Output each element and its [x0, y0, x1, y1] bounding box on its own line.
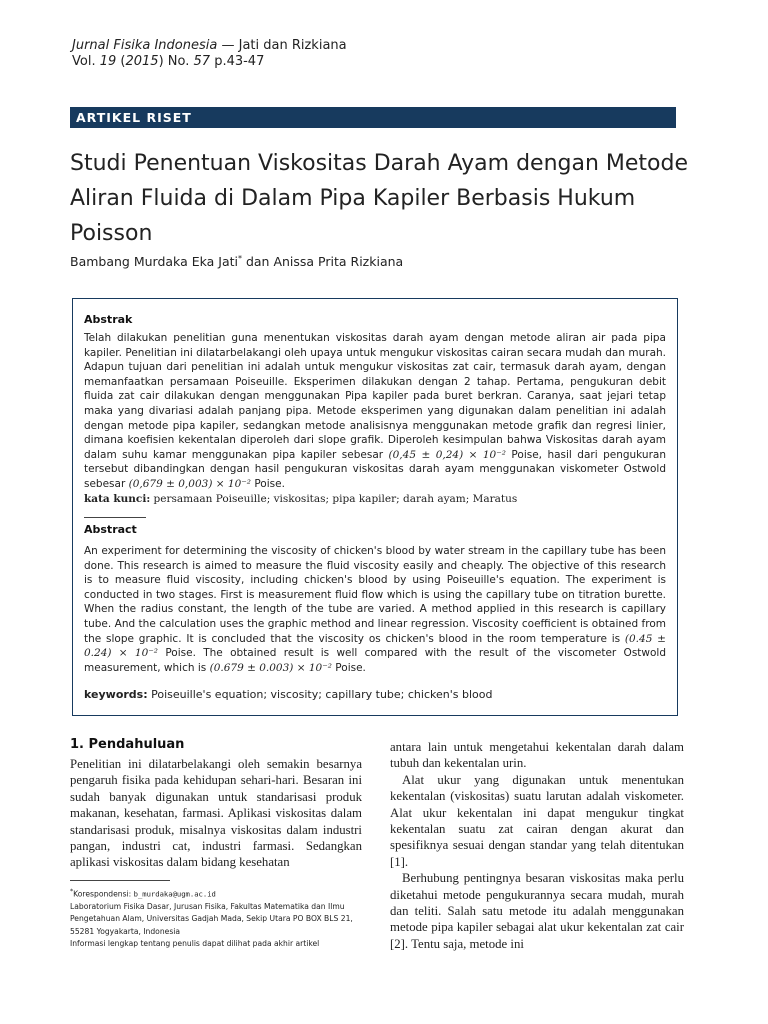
correspondence-mark: *	[70, 888, 74, 895]
kata-kunci-line	[84, 492, 666, 505]
keywords-line	[84, 688, 666, 701]
abstrak-body-end: Poise.	[251, 477, 285, 490]
other-authors: dan Anissa Prita Rizkiana	[241, 254, 404, 270]
right-paragraph-1: antara lain untuk mengetahui kekentalan darah dalam tubuh dan kekentalan urin.	[390, 740, 684, 771]
abstrak-text	[84, 331, 666, 492]
article-title: Studi Penentuan Viskositas Darah Ayam dengan Metode Aliran Fluida di Dalam Pipa Kapiler Berbasis Hukum Poisson	[70, 151, 689, 246]
abstract-heading: Abstract	[84, 523, 137, 536]
abstrak-body: Telah dilakukan penelitian guna menentukan viskositas darah ayam dengan metode aliran air pada pipa kapiler. Penelitian ini dilatarbelakangi oleh upaya untuk mengukur viskositas cairan secara mudah dan murah. Adapun tujuan dari penelitian ini adalah untuk mengukur viskositas zat cair, termasuk darah ayam, dengan memanfaatkan persamaan Poiseuille. Eksperimen dilakukan dengan 2 tahap. Pertama, pengukuran debit fluida zat cair dilakukan dengan menggunakan Pipa kapiler pada buret berkran. Caranya, saat jejari tetap maka yang divariasi adalah panjang pipa. Metode eksperimen yang digunakan dalam penelitian ini adalah dengan metode pipa kapiler, sedangkan metode analisisnya menggunakan metode grafik dan regresi linier, dimana koefisien kekentalan diperoleh dari slope grafik. Diperoleh kesimpulan bahwa Viskositas darah ayam dalam suhu kamar menggunakan pipa kapiler sebesar	[84, 332, 666, 461]
abstract-body-end: Poise.	[331, 661, 366, 674]
abstrak-body-mid: Poise, hasil dari pengukuran tersebut dibandingkan dengan hasil pengukuran viskositas darah ayam menggunakan viskometer Ostwold sebesar	[84, 448, 666, 490]
kata-kunci-values: persamaan Poiseuille; viskositas; pipa kapiler; darah ayam; Maratus	[150, 493, 518, 505]
issue-label: No.	[163, 54, 194, 69]
volume-line: Vol. 19 (2015) No. 57 p.43-47	[72, 54, 265, 69]
footnotes	[70, 886, 360, 951]
corresponding-mark: *	[237, 254, 242, 263]
keywords-label: keywords:	[84, 688, 148, 701]
abstract-viscosity-ostwold: (0.679 ± 0.003) × 10⁻²	[209, 661, 332, 674]
footnote-rule	[70, 880, 170, 881]
abstract-text	[84, 544, 666, 675]
abstract-body: An experiment for determining the viscosity of chicken's blood by water stream in the capillary tube has been done. This research is aimed to measure the fluid viscosity easily and cheaply. The objective of this research is to measure fluid viscosity, including chicken's blood by using Poiseuille's equation. The experiment is conducted in two stages. First is measurement fluid flow which is using the capillary tube on titration burette. When the radius constant, the length of the tube are varied. A method applied in this research is capillary tube. And the calculation uses the graphic method and linear regression. Viscosity coefficient is obtained from the slope graphic. It is concluded that the viscosity os chicken's blood in the room temperature is	[84, 545, 666, 645]
affiliation-note: Laboratorium Fisika Dasar, Jurusan Fisika, Fakultas Matematika dan Ilmu Pengetahuan Alam, Universitas Gadjah Mada, Sekip Utara PO BOX BLS 21, 55281 Yogyakarta, Indonesia	[70, 901, 353, 936]
abstrak-heading: Abstrak	[84, 313, 133, 326]
kata-kunci-label: kata kunci:	[84, 493, 151, 505]
volume-label: Vol.	[72, 54, 100, 69]
abstract-body-mid: Poise. The obtained result is well compared with the result of the viscometer Ostwold measurement, which is	[84, 647, 667, 674]
correspondence-label: Korespondensi:	[73, 889, 134, 899]
issue-number: 57	[193, 54, 211, 69]
right-paragraph-3: Berhubung pentingnya besaran viskositas maka perlu diketahui metode pengukurannya secara mudah, murah dan teliti. Salah satu metode itu adalah menggunakan metode pipa kapiler sebagai alat ukur kekentalan zat cair [2]. Tentu saja, metode ini	[390, 871, 684, 951]
header-authors: — Jati dan Rizkiana	[217, 38, 347, 53]
author-line	[70, 254, 403, 269]
year: 2015	[125, 54, 159, 69]
journal-name: Jurnal Fisika Indonesia	[72, 38, 218, 53]
left-column	[70, 756, 362, 871]
right-paragraph-2: Alat ukur yang digunakan untuk menentukan kekentalan (viskositas) suatu larutan adalah viskometer. Alat ukur kekentalan ini dapat mengukur tingkat kekentalan suatu zat cairan dengan akurat dan spesifiknya sesuai dengan standar yang telah ditentukan [1].	[390, 772, 684, 869]
first-author: Bambang Murdaka Eka Jati	[70, 254, 238, 270]
abstrak-viscosity-ostwold: (0,679 ± 0,003) × 10⁻²	[128, 477, 251, 490]
volume-number: 19	[99, 54, 117, 69]
article-type-banner: ARTIKEL RISET	[70, 107, 676, 128]
section-heading-pendahuluan: 1. Pendahuluan	[70, 737, 185, 752]
abstract-divider	[84, 517, 146, 518]
left-paragraph-1: Penelitian ini dilatarbelakangi oleh semakin besarnya pengaruh fisika pada kehidupan sehari-hari. Besaran ini sudah banyak digunakan untuk standarisasi produk makanan, kesehatan, farmasi. Aplikasi viskositas dalam standarisasi produk, misalnya viskositas dalam industri pangan, industri cat, industri farmasi. Sedangkan aplikasi viskositas dalam bidang kesehatan	[70, 757, 362, 870]
abstract-viscosity-capillary: (0.45 ± 0.24) × 10⁻²	[84, 632, 666, 660]
author-info-note: Informasi lengkap tentang penulis dapat dilihat pada akhir artikel	[70, 939, 320, 949]
keywords-values: Poiseuille's equation; viscosity; capillary tube; chicken's blood	[147, 688, 493, 701]
page-range: p.43-47	[210, 54, 265, 69]
journal-header	[72, 38, 347, 54]
right-column	[390, 739, 684, 952]
abstrak-viscosity-capillary: (0,45 ± 0,24) × 10⁻²	[388, 448, 506, 461]
correspondence-note	[70, 886, 360, 901]
correspondence-email: b_murdaka@ugm.ac.id	[133, 889, 216, 899]
